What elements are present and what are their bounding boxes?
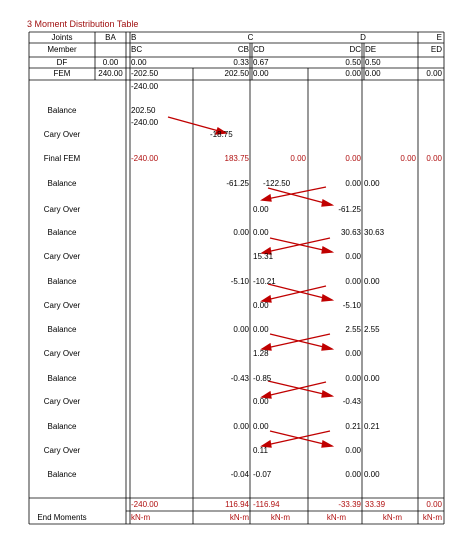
b3-de: 0.00	[364, 277, 380, 286]
row-label: Cary Over	[43, 130, 81, 139]
row-label: Cary Over	[43, 301, 81, 310]
member-ed: ED	[430, 45, 442, 54]
fem-dc: 0.00	[345, 69, 361, 78]
joint-e: E	[436, 33, 442, 42]
b1-dc: 0.00	[345, 179, 361, 188]
member-de: DE	[365, 45, 377, 54]
end-cd: -116.94	[253, 500, 280, 509]
row-label: Balance	[47, 325, 77, 334]
df-ba: 0.00	[102, 58, 119, 67]
end-bc: -240.00	[131, 500, 159, 509]
b3-dc: 0.00	[345, 277, 361, 286]
b4-cd: 0.00	[253, 325, 269, 334]
final-fem-cb: 183.75	[224, 154, 249, 163]
b2-dc: 30.63	[340, 228, 361, 237]
b5-cb: -0.43	[230, 374, 249, 383]
b6-cd: 0.00	[253, 422, 269, 431]
row-label: Cary Over	[43, 252, 81, 261]
joint-b: B	[131, 33, 137, 42]
b1-cb: -61.25	[226, 179, 249, 188]
df-dc: 0.50	[345, 58, 361, 67]
row-label: Cary Over	[43, 349, 81, 358]
end-moments-label: End Moments	[37, 513, 87, 522]
end-cb: 116.94	[225, 500, 249, 509]
c5-dc: -0.43	[342, 397, 361, 406]
b5-cd: -0.85	[253, 374, 272, 383]
member-label: Member	[47, 45, 77, 54]
row-label: Balance	[47, 106, 77, 115]
b7-de: 0.00	[364, 470, 380, 479]
row-label: Balance	[47, 470, 77, 479]
b1-cd: -122.50	[263, 179, 291, 188]
row-label: Cary Over	[43, 397, 81, 406]
b6-de: 0.21	[364, 422, 380, 431]
final-fem-cd: 0.00	[290, 154, 306, 163]
b5-de: 0.00	[364, 374, 380, 383]
joint-d: D	[360, 33, 366, 42]
end-ed: 0.00	[426, 500, 442, 509]
df-cd: 0.67	[253, 58, 269, 67]
row-label: Balance	[47, 228, 77, 237]
fem-bc-extra: -240.00	[131, 82, 159, 91]
final-fem-dc: 0.00	[345, 154, 361, 163]
fem-ba: 240.00	[98, 69, 123, 78]
c5-cd: 0.00	[253, 397, 269, 406]
unit-bc: kN-m	[131, 513, 151, 522]
joints-label: Joints	[51, 33, 73, 42]
member-cd: CD	[253, 45, 265, 54]
unit-cb: kN-m	[229, 513, 249, 522]
c3-cd: 0.00	[253, 301, 269, 310]
c2-cd: 15.31	[253, 252, 274, 261]
df-cb: 0.33	[233, 58, 249, 67]
final-fem-bc: -240.00	[131, 154, 159, 163]
b4-cb: 0.00	[233, 325, 249, 334]
end-dc: -33.39	[338, 500, 361, 509]
row-label: Cary Over	[43, 446, 81, 455]
c1-dc: -61.25	[338, 205, 361, 214]
b4-de: 2.55	[364, 325, 380, 334]
b1-de: 0.00	[364, 179, 380, 188]
b2-cb: 0.00	[233, 228, 249, 237]
member-dc: DC	[349, 45, 361, 54]
c6-cd: 0.11	[253, 446, 268, 455]
unit-dc: kN-m	[326, 513, 346, 522]
joint-ba: BA	[105, 33, 116, 42]
b7-cb: -0.04	[230, 470, 249, 479]
final-fem-de: 0.00	[400, 154, 416, 163]
final-fem-ed: 0.00	[426, 154, 442, 163]
c2-dc: 0.00	[345, 252, 361, 261]
b3-cd: -10.21	[253, 277, 276, 286]
fem-bc: -202.50	[131, 69, 159, 78]
b6-dc: 0.21	[345, 422, 361, 431]
unit-de: kN-m	[382, 513, 402, 522]
unit-ed: kN-m	[422, 513, 442, 522]
fem-ed: 0.00	[426, 69, 442, 78]
b7-dc: 0.00	[345, 470, 361, 479]
b6-cb: 0.00	[233, 422, 249, 431]
b7-cd: -0.07	[253, 470, 272, 479]
c4-dc: 0.00	[345, 349, 361, 358]
balance-1-bc: 202.50	[131, 106, 156, 115]
unit-cd: kN-m	[270, 513, 290, 522]
row-label: Balance	[47, 277, 77, 286]
joint-c: C	[247, 33, 254, 42]
c4-cd: 1.28	[253, 349, 269, 358]
df-bc: 0.00	[131, 58, 147, 67]
fem-de: 0.00	[365, 69, 381, 78]
balance-1-bc-extra: -240.00	[131, 118, 159, 127]
row-label: Balance	[47, 422, 77, 431]
b3-cb: -5.10	[230, 277, 249, 286]
member-bc: BC	[131, 45, 143, 54]
carry-1-cb: -18.75	[210, 130, 233, 139]
member-cb: CB	[237, 45, 249, 54]
b5-dc: 0.00	[345, 374, 361, 383]
c3-dc: -5.10	[342, 301, 361, 310]
row-label: Balance	[47, 374, 77, 383]
c6-dc: 0.00	[345, 446, 361, 455]
table-title: 3 Moment Distribution Table	[27, 19, 139, 29]
df-label: DF	[56, 58, 68, 67]
fem-cd: 0.00	[253, 69, 269, 78]
b2-de: 30.63	[364, 228, 385, 237]
fem-label: FEM	[53, 69, 71, 78]
row-label: Cary Over	[43, 205, 81, 214]
row-label: Balance	[47, 179, 77, 188]
fem-cb: 202.50	[224, 69, 249, 78]
b2-cd: 0.00	[253, 228, 269, 237]
row-label: Final FEM	[43, 154, 81, 163]
end-de: 33.39	[365, 500, 386, 509]
df-de: 0.50	[365, 58, 381, 67]
b4-dc: 2.55	[345, 325, 361, 334]
c1-cd: 0.00	[253, 205, 269, 214]
